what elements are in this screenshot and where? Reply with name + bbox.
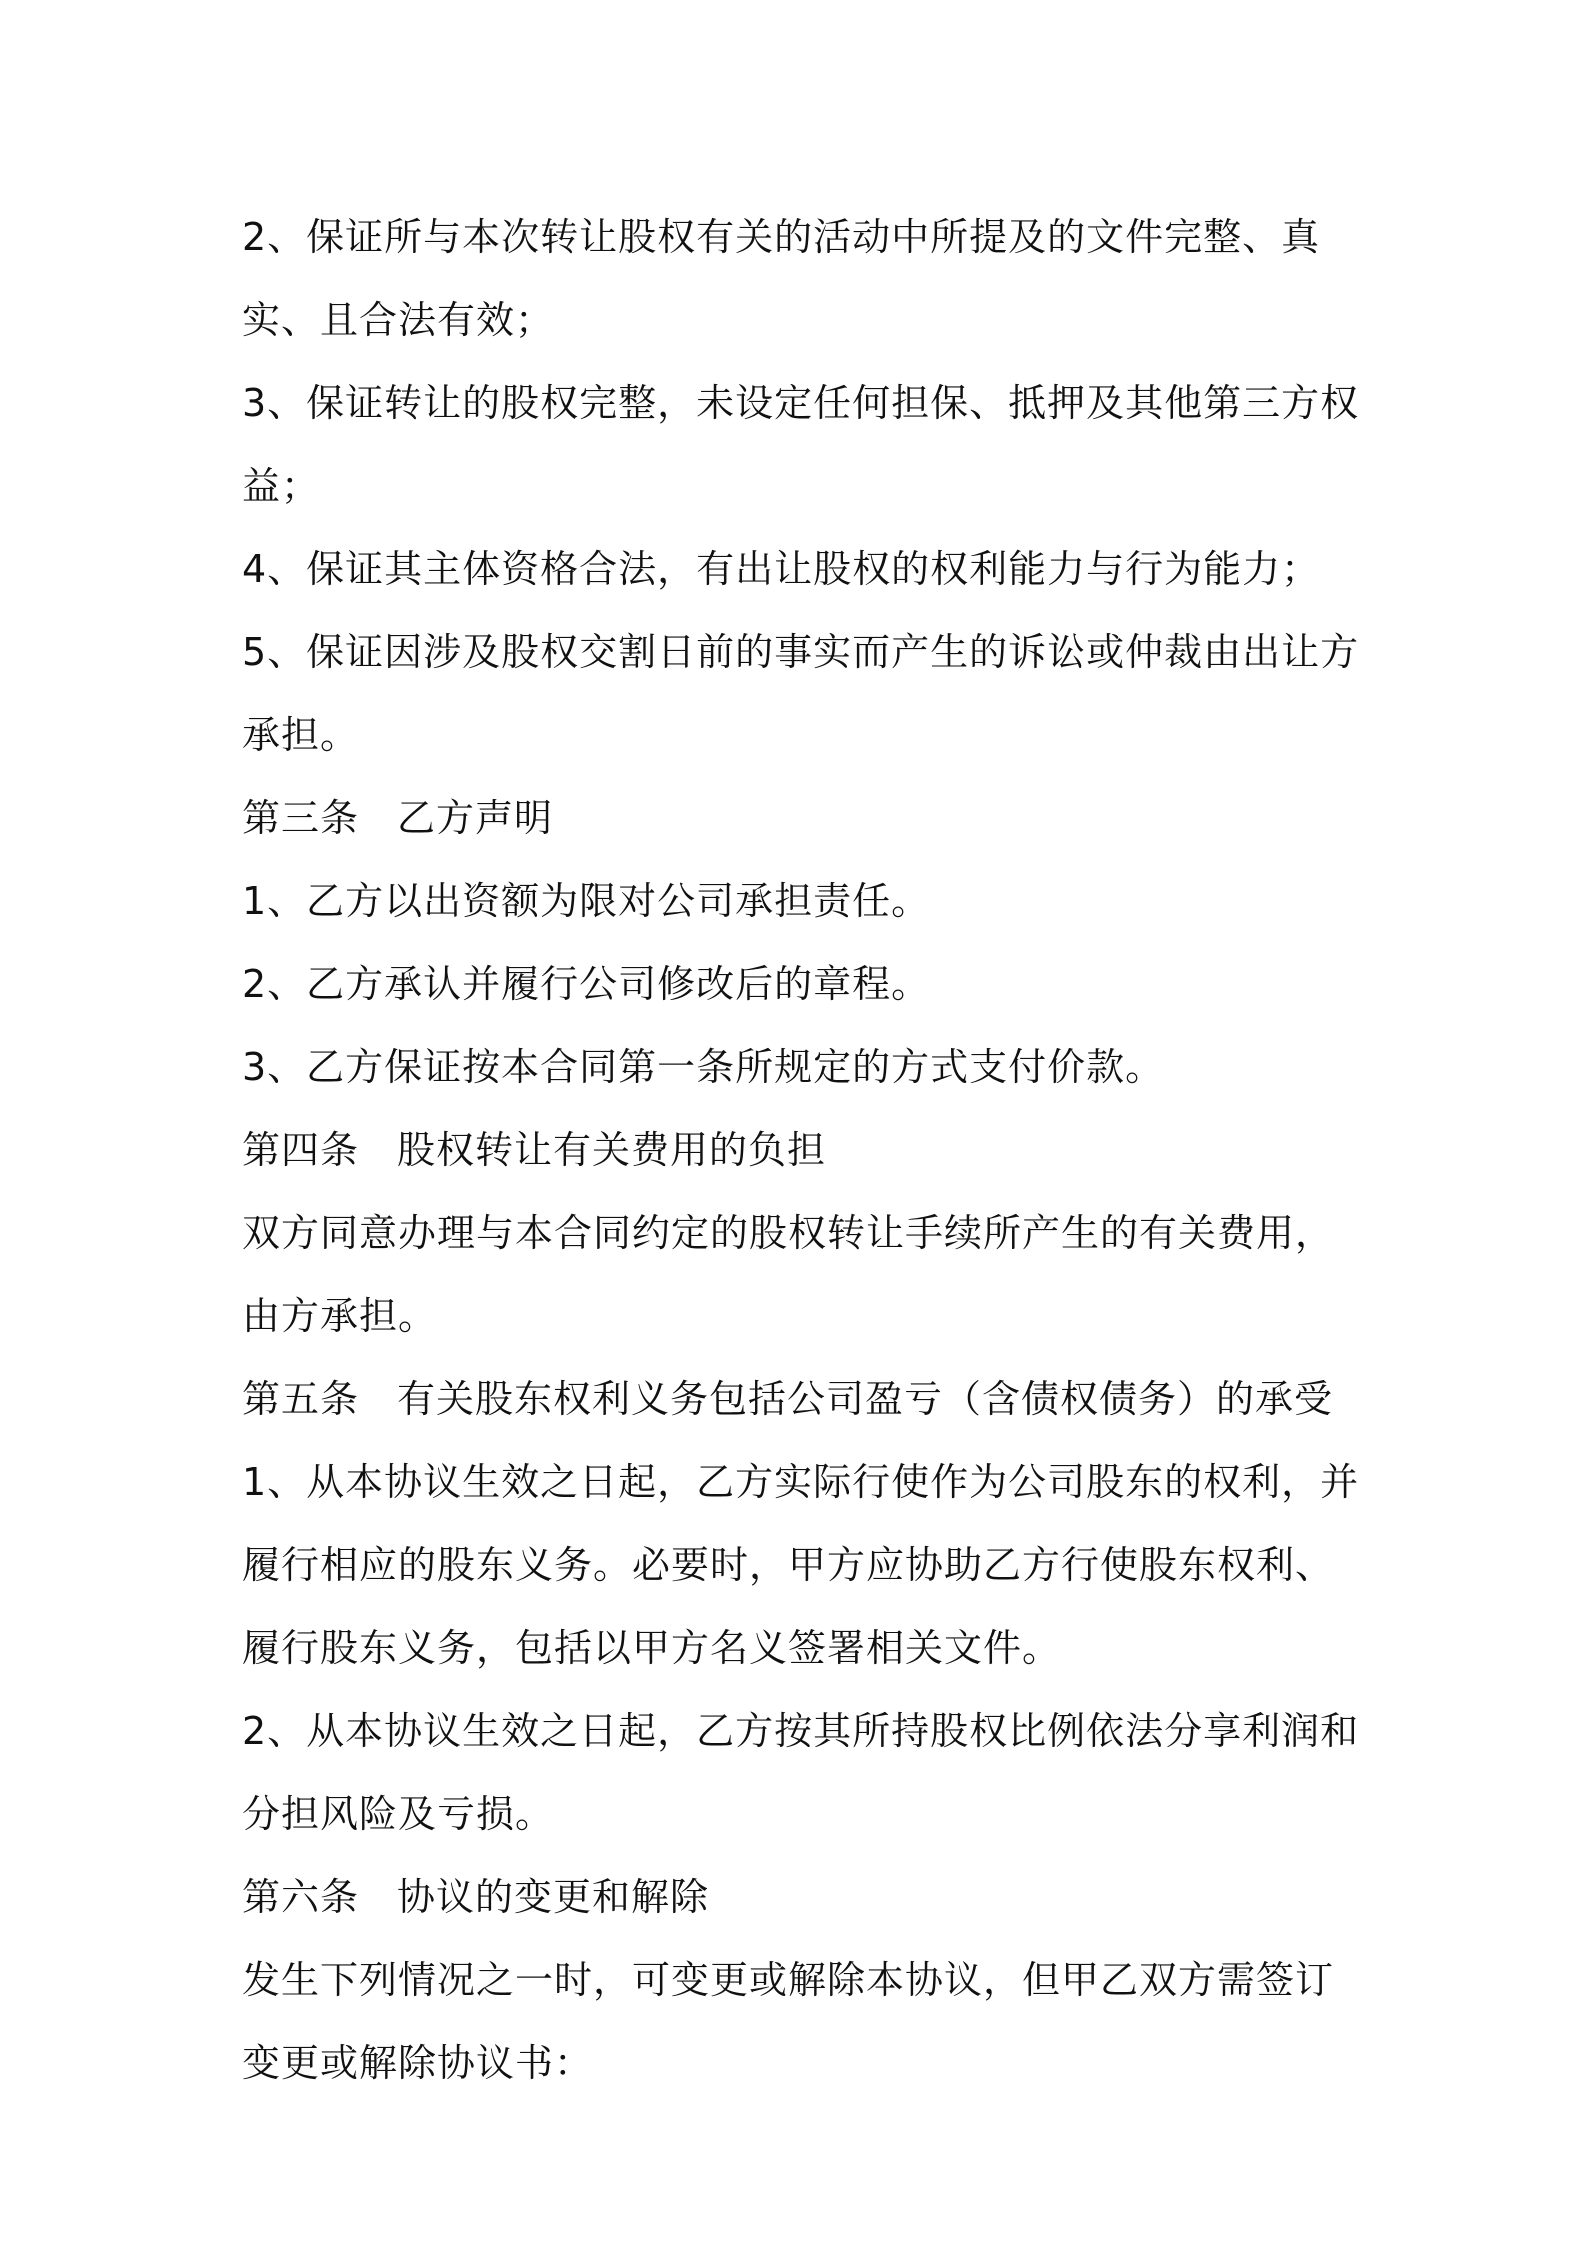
clause-item-3: 3、保证转让的股权完整，未设定任何担保、抵押及其他第三方权益； [242, 381, 1360, 508]
article-heading-4 [242, 1109, 1372, 1192]
article-number: 第六条 [242, 1875, 360, 1919]
clause-item-5: 5、保证因涉及股权交割日前的事实而产生的诉讼或仲裁由出让方承担。 [242, 630, 1360, 757]
article-heading-3 [242, 777, 1372, 860]
clause-item-1: 1、乙方以出资额为限对公司承担责任。 [242, 879, 931, 923]
clause-item-2: 2、保证所与本次转让股权有关的活动中所提及的文件完整、真实、且合法有效； [242, 215, 1321, 342]
document-body [242, 196, 1372, 2105]
article-number: 第三条 [242, 796, 360, 840]
article-title: 乙方声明 [397, 796, 554, 840]
article-number: 第五条 [242, 1377, 360, 1421]
clause-item-3: 3、乙方保证按本合同第一条所规定的方式支付价款。 [242, 1045, 1165, 1089]
article-body: 双方同意办理与本合同约定的股权转让手续所产生的有关费用，由方承担。 [242, 1211, 1335, 1338]
article-title: 协议的变更和解除 [397, 1875, 710, 1919]
article-title: 股权转让有关费用的负担 [397, 1128, 827, 1172]
article-title: 有关股东权利义务包括公司盈亏（含债权债务）的承受 [397, 1377, 1334, 1421]
clause-item-4: 4、保证其主体资格合法，有出让股权的权利能力与行为能力； [242, 547, 1321, 591]
article-number: 第四条 [242, 1128, 360, 1172]
clause-item-1: 1、从本协议生效之日起，乙方实际行使作为公司股东的权利，并履行相应的股东义务。必要时，甲方应协助乙方行使股东权利、履行股东义务，包括以甲方名义签署相关文件。 [242, 1460, 1360, 1670]
clause-item-2: 2、从本协议生效之日起，乙方按其所持股权比例依法分享利润和分担风险及亏损。 [242, 1709, 1360, 1836]
clause-item-2: 2、乙方承认并履行公司修改后的章程。 [242, 962, 931, 1006]
article-heading-5 [242, 1358, 1372, 1441]
article-heading-6 [242, 1856, 1372, 1939]
article-body: 发生下列情况之一时，可变更或解除本协议，但甲乙双方需签订变更或解除协议书： [242, 1958, 1335, 2085]
